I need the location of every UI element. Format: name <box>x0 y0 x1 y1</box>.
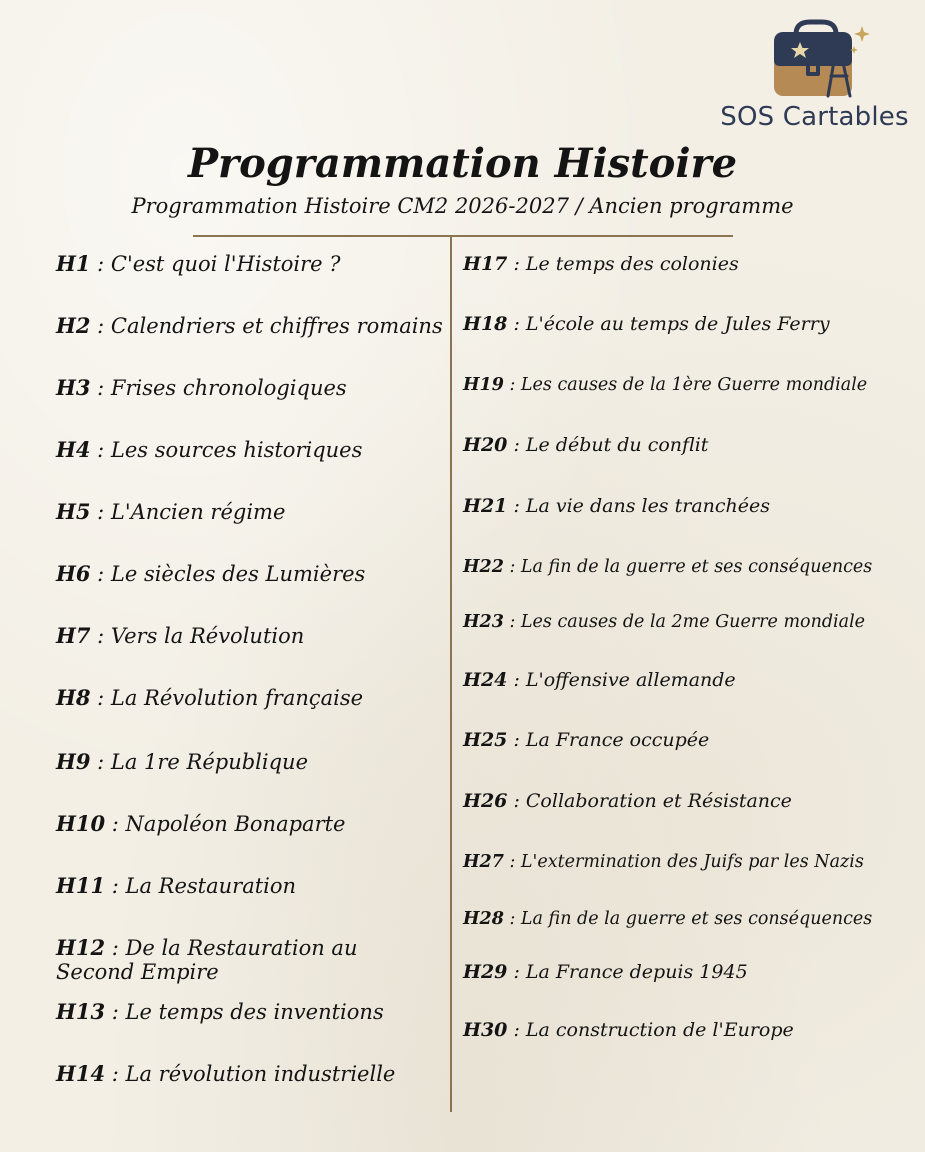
lesson-item-h2: H2 : Calendriers et chiffres romains <box>56 313 443 338</box>
lesson-item-h26: H26 : Collaboration et Résistance <box>463 790 792 812</box>
lesson-item-h17: H17 : Le temps des colonies <box>463 253 739 275</box>
logo-text: SOS Cartables <box>720 102 909 132</box>
lesson-item-h12: H12 : De la Restauration au Second Empire <box>56 935 358 985</box>
lesson-item-h30: H30 : La construction de l'Europe <box>463 1019 794 1041</box>
lesson-item-h21: H21 : La vie dans les tranchées <box>463 495 770 517</box>
lesson-item-h19: H19 : Les causes de la 1ère Guerre mondiale <box>463 375 868 395</box>
lesson-item-h7: H7 : Vers la Révolution <box>56 623 305 648</box>
lesson-item-h14: H14 : La révolution industrielle <box>56 1061 396 1086</box>
lesson-item-h25: H25 : La France occupée <box>463 729 710 751</box>
vertical-divider <box>450 237 452 1112</box>
schoolbag-compass-icon <box>758 16 878 102</box>
lesson-item-h18: H18 : L'école au temps de Jules Ferry <box>463 313 830 335</box>
lesson-item-h8: H8 : La Révolution française <box>56 685 364 710</box>
lesson-item-h24: H24 : L'offensive allemande <box>463 669 736 691</box>
lesson-item-h9: H9 : La 1re République <box>56 749 309 774</box>
lesson-item-h5: H5 : L'Ancien régime <box>56 499 286 524</box>
lesson-item-h13: H13 : Le temps des inventions <box>56 999 384 1024</box>
lesson-item-h4: H4 : Les sources historiques <box>56 437 363 462</box>
lesson-item-h29: H29 : La France depuis 1945 <box>463 961 748 983</box>
lesson-item-h27: H27 : L'extermination des Juifs par les Nazis <box>463 852 864 872</box>
lesson-item-h23: H23 : Les causes de la 2me Guerre mondiale <box>463 612 866 632</box>
page-title: Programmation Histoire <box>187 140 738 187</box>
page-subtitle: Programmation Histoire CM2 2026-2027 / Ancien programme <box>131 194 794 218</box>
lesson-item-h11: H11 : La Restauration <box>56 873 297 898</box>
lesson-item-h28: H28 : La fin de la guerre et ses conséquences <box>463 909 873 929</box>
lesson-item-h20: H20 : Le début du conflit <box>463 434 709 456</box>
lesson-item-h1: H1 : C'est quoi l'Histoire ? <box>56 251 341 276</box>
horizontal-divider <box>193 235 733 237</box>
logo <box>712 16 917 136</box>
lesson-item-h22: H22 : La fin de la guerre et ses conséquences <box>463 557 873 577</box>
lesson-item-h3: H3 : Frises chronologiques <box>56 375 347 400</box>
lesson-item-h6: H6 : Le siècles des Lumières <box>56 561 366 586</box>
lesson-item-h10: H10 : Napoléon Bonaparte <box>56 811 346 836</box>
